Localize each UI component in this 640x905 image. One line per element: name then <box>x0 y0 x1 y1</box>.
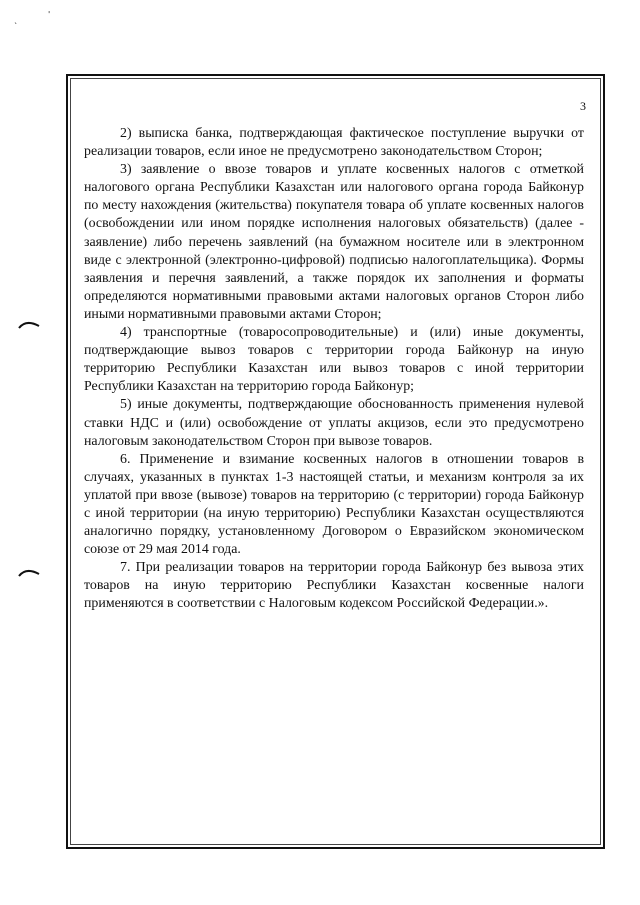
paragraph-other-documents: 5) иные документы, подтверждающие обоснованность применения нулевой ставки НДС и (или) освобождение от уплаты акцизов, если это предусмотрено налоговым законодательством Сторон при вывозе товаров. <box>84 397 584 449</box>
paragraph-transport-documents: 4) транспортные (товаросопроводительные) и (или) иные документы, подтверждающие вывоз товаров с территории города Байконур на иную территорию Республики Казахстан или вывоз товаров с иной территории Республики Казахстан на территорию города Байконур; <box>84 325 584 395</box>
paragraph-indirect-taxes: 6. Применение и взимание косвенных налогов в отношении товаров в случаях, указанных в пунктах 1-3 настоящей статьи, и механизм контроля за их уплатой при ввозе (вывозе) товаров на территорию (с территории) города Байконур с иной территории (на иную территорию) Республики Казахстан осуществляются аналогично порядку, установленному Договором о Евразийском экономическом союзе от 29 мая 2014 года. <box>84 451 584 558</box>
document-body <box>84 125 584 614</box>
binding-hole-mark <box>18 318 40 330</box>
scan-speck: ' <box>48 10 51 19</box>
paragraph-bank-statement: 2) выписка банка, подтверждающая фактическое поступление выручки от реализации товаров, если иное не предусмотрено законодательством Сторон; <box>84 126 584 160</box>
page-number: 3 <box>580 99 586 113</box>
binding-hole-mark <box>18 566 40 578</box>
scan-speck: ` <box>14 22 18 31</box>
paragraph-import-application: 3) заявление о ввозе товаров и уплате косвенных налогов с отметкой налогового органа Республики Казахстан или налогового органа города Байконур по месту нахождения (жительства) покупателя товара об уплате косвенных налогов (освобождении или ином порядке исполнения налоговых обязательств) (далее - заявление) либо перечень заявлений (на бумажном носителе или в электронном виде с электронной (электронно-цифровой) подписью налогоплательщика). Формы заявления и перечня заявлений, а также порядок их заполнения и форматы определяются нормативными правовыми актами налоговых органов Сторон либо иными нормативными правовыми актами Сторон; <box>84 162 584 322</box>
paragraph-sales-in-baikonur: 7. При реализации товаров на территории города Байконур без вывоза этих товаров на иную территорию Республики Казахстан косвенные налоги применяются в соответствии с Налоговым кодексом Российской Федерации.». <box>84 560 584 612</box>
